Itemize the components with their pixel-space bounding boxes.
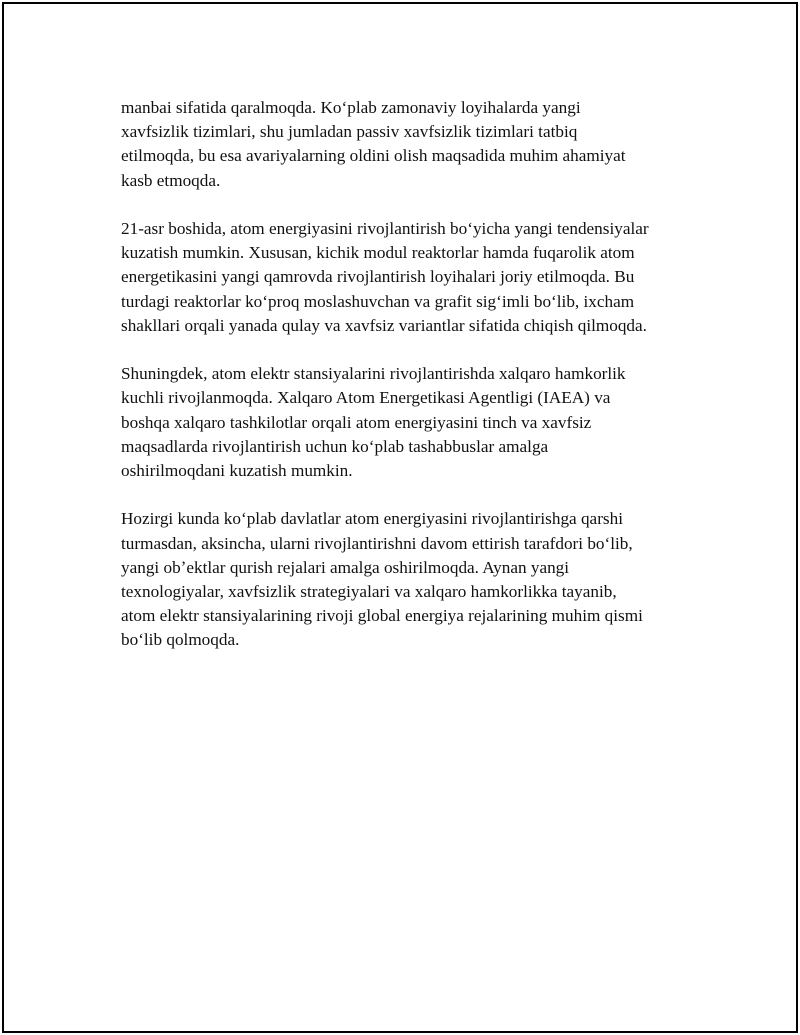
text-line: kuchli rivojlanmoqda. Xalqaro Atom Energetikasi Agentligi (IAEA) va: [121, 388, 611, 408]
text-line: turdagi reaktorlar koʻproq moslashuvchan va grafit sigʻimli boʻlib, ixcham: [121, 291, 635, 311]
text-line: atom elektr stansiyalarining rivoji global energiya rejalarining muhim qismi: [121, 606, 643, 626]
text-line: texnologiyalar, xavfsizlik strategiyalari va xalqaro hamkorlikka tayanib,: [121, 582, 617, 602]
text-line: kasb etmoqda.: [121, 170, 221, 190]
text-line: etilmoqda, bu esa avariyalarning oldini olish maqsadida muhim ahamiyat: [121, 146, 626, 166]
page-frame: [2, 2, 798, 1033]
text-line: maqsadlarda rivojlantirish uchun koʻplab tashabbuslar amalga: [121, 436, 549, 456]
text-line: manbai sifatida qaralmoqda. Koʻplab zamonaviy loyihalarda yangi: [121, 98, 581, 117]
text-line: turmasdan, aksincha, ularni rivojlantirishni davom ettirish tarafdori boʻlib,: [121, 533, 633, 553]
paragraph-3: [121, 362, 701, 483]
text-line: yangi obʼektlar qurish rejalari amalga oshirilmoqda. Aynan yangi: [121, 557, 570, 577]
text-line: energetikasini yangi qamrovda rivojlantirish loyihalari joriy etilmoqda. Bu: [121, 267, 635, 287]
text-line: boʻlib qolmoqda.: [121, 630, 240, 650]
paragraph-1: [121, 96, 701, 193]
document-body: [121, 96, 701, 677]
text-line: boshqa xalqaro tashkilotlar orqali atom energiyasini tinch va xavfsiz: [121, 412, 592, 432]
text-line: kuzatish mumkin. Xususan, kichik modul reaktorlar hamda fuqarolik atom: [121, 243, 635, 263]
text-line: shakllari orqali yanada qulay va xavfsiz variantlar sifatida chiqish qilmoqda.: [121, 315, 647, 335]
paragraph-4: [121, 507, 701, 652]
text-line: oshirilmoqdani kuzatish mumkin.: [121, 461, 353, 481]
paragraph-2: [121, 217, 701, 338]
text-line: Shuningdek, atom elektr stansiyalarini rivojlantirishda xalqaro hamkorlik: [121, 364, 626, 384]
text-line: xavfsizlik tizimlari, shu jumladan passiv xavfsizlik tizimlari tatbiq: [121, 122, 578, 142]
text-line: Hozirgi kunda koʻplab davlatlar atom energiyasini rivojlantirishga qarshi: [121, 509, 623, 529]
text-line: 21-asr boshida, atom energiyasini rivojlantirish boʻyicha yangi tendensiyalar: [121, 219, 649, 238]
